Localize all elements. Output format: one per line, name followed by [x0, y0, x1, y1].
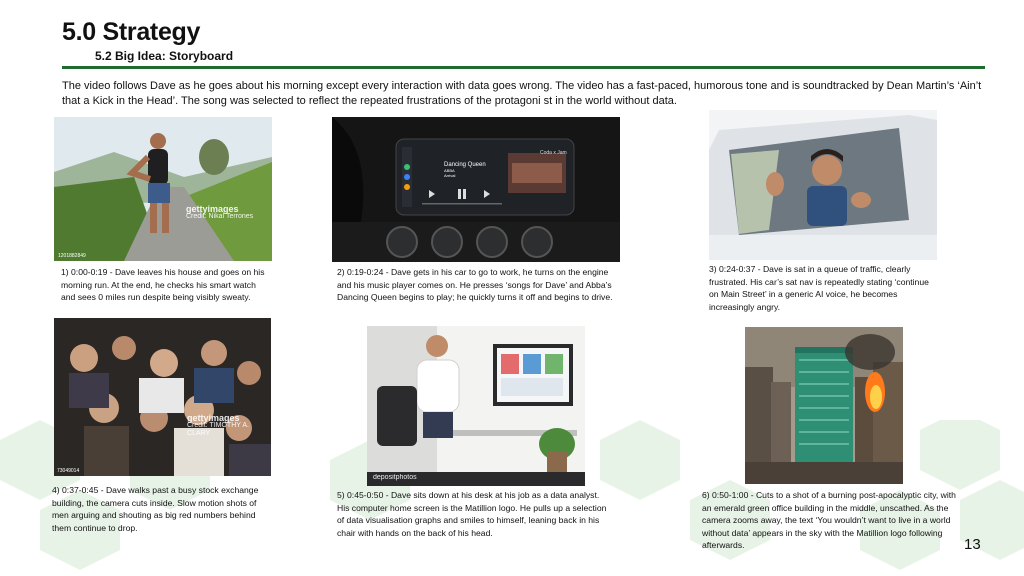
panel-1-watermark: gettyimages: [186, 204, 239, 214]
header-divider: [62, 66, 985, 69]
panel-2-image: [332, 117, 620, 262]
panel-6-image: [745, 327, 903, 484]
music-song-title: Dancing Queen: [444, 162, 486, 168]
panel-5-caption: 5) 0:45-0:50 - Dave sits down at his desk at his job as a data analyst. His computer home screen is the Matillion logo. He pulls up a selection of data visualisation graphs and smiles to himself, leaning back in his chair with hands on the back of his head.: [337, 490, 607, 538]
music-album: Arrival: [444, 173, 456, 178]
panel-4-stock-id: 73049014: [57, 468, 80, 474]
music-top-right-label: Coda x Jam: [540, 150, 567, 156]
panel-6-caption: 6) 0:50-1:00 - Cuts to a shot of a burning post-apocalyptic city, with an emerald green office building in the middle, unscathed. As the camera zooms away, the text ‘You wouldn’t want to live in a world without data’ appears in the sky with the Matillion logo following afterwards.: [702, 490, 956, 551]
panel-4-image: [54, 318, 271, 476]
panel-2-caption: 2) 0:19-0:24 - Dave gets in his car to go to work, he turns on the engine and his music player comes on. He presses ‘songs for Dave’ and Abba’s Dancing Queen begins to play; he quickly turns it off and begins to drive.: [337, 267, 613, 303]
page-subtitle: 5.2 Big Idea: Storyboard: [95, 49, 234, 63]
page-number: 13: [964, 536, 981, 553]
panel-5-image: [367, 326, 585, 486]
panel-1-credit: Credit: Nikal Terrones: [186, 213, 254, 220]
panel-4-caption: 4) 0:37-0:45 - Dave walks past a busy stock exchange building, the camera cuts inside. Slow motion shots of men arguing and shouting as big red numbers behind them continue to drop.: [52, 485, 259, 533]
panel-1-stock-id: 1201882849: [58, 253, 86, 259]
panel-4-watermark: gettyimages: [187, 413, 240, 423]
panel-4-credit: Credit: TIMOTHY A. CLARY: [187, 422, 249, 437]
panel-3-caption: 3) 0:24-0:37 - Dave is sat in a queue of traffic, clearly frustrated. His car’s sat nav is repeatedly stating ‘continue on Main Street’ in a generic AI voice, he becomes increasingly angry.: [709, 264, 929, 312]
panel-3-image: [709, 110, 937, 260]
intro-paragraph: The video follows Dave as he goes about his morning except every interaction with data goes wrong. The video has a fast-paced, humorous tone and is soundtracked by Dean Martin’s ‘Ain’t that a Kick in the Head’. The song was selected to reflect the repeated frustrations of the protagoni st in the world without data.: [62, 80, 982, 107]
music-artist: ABBA: [444, 168, 455, 173]
panel-1-caption: 1) 0:00-0:19 - Dave leaves his house and goes on his morning run. At the end, he checks his smart watch and sees 0 miles run despite being visibly sweaty.: [61, 267, 265, 303]
panel-5-watermark: depositphotos: [373, 474, 417, 481]
panel-1-image: [54, 117, 272, 261]
page-title: 5.0 Strategy: [62, 18, 201, 46]
